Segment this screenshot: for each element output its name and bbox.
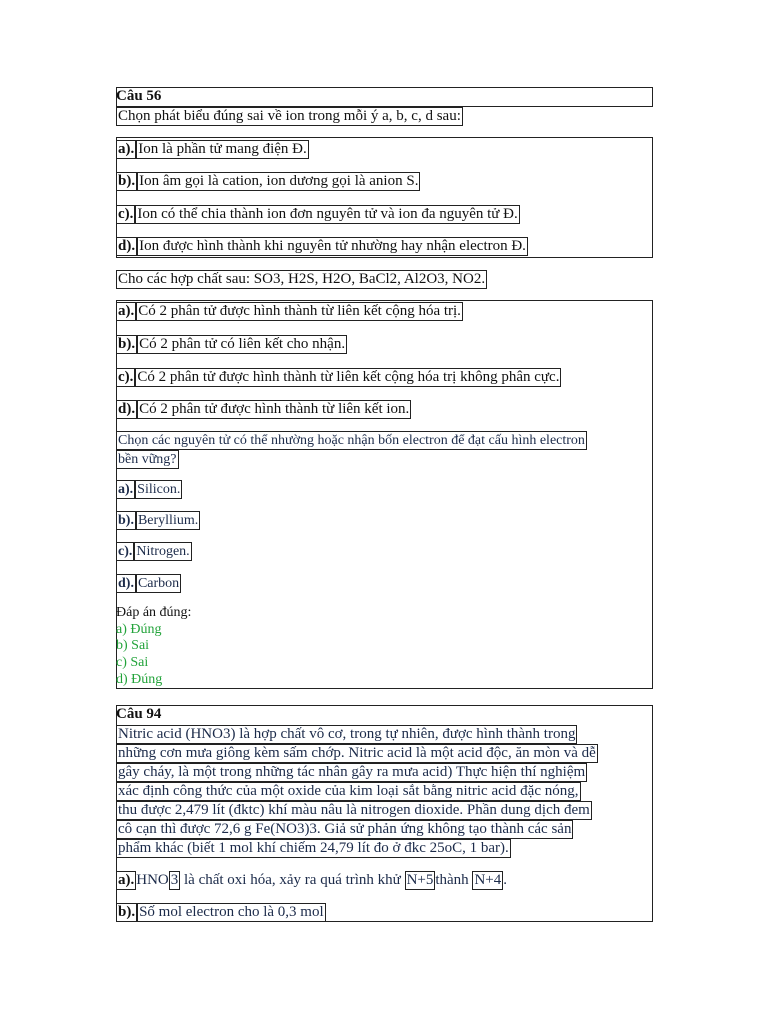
- option-text-b: Có 2 phân tử có liên kết cho nhận.: [139, 336, 346, 352]
- q56-title: Câu 56: [116, 88, 162, 104]
- q94-paragraph-line: [116, 782, 581, 801]
- option-text-b: Beryllium.: [137, 513, 199, 528]
- option-label-a: a).: [118, 141, 135, 157]
- q94-paragraph-line: [116, 839, 511, 858]
- paragraph-text: những cơn mưa giông kèm sấm chớp. Nitric acid là một acid độc, ăn mòn và dễ: [118, 745, 596, 761]
- atoms-prompt-line-2: [116, 450, 179, 469]
- answer-b: b) Sai: [116, 638, 150, 653]
- option-label-a: a).: [118, 872, 135, 888]
- atoms-option-c[interactable]: [116, 542, 192, 561]
- q94-paragraph-line: [116, 744, 598, 763]
- atoms-option-b[interactable]: [116, 511, 200, 530]
- option-label-c: c).: [118, 206, 134, 222]
- option-text-subscript: 3: [170, 872, 179, 888]
- option-text-a: Silicon.: [137, 482, 181, 497]
- option-label-b: b).: [118, 336, 136, 352]
- option-text-b: Ion âm gọi là cation, ion dương gọi là anion S.: [139, 173, 419, 189]
- oxidation-state-n5: N+5: [406, 872, 434, 888]
- paragraph-text: phẩm khác (biết 1 mol khí chiếm 24,79 lít đo ở đkc 25oC, 1 bar).: [118, 840, 509, 856]
- q94-paragraph-line: [116, 801, 592, 820]
- q56-option-d[interactable]: [116, 237, 528, 256]
- option-label-a: a).: [118, 303, 135, 319]
- option-text-d: Carbon: [137, 576, 180, 591]
- option-label-d: d).: [118, 238, 136, 254]
- atoms-option-d[interactable]: [116, 574, 181, 593]
- q56-title-frame: [116, 87, 653, 107]
- q94-option-a[interactable]: [116, 871, 507, 890]
- q56-option-a[interactable]: [116, 140, 309, 159]
- compounds-option-b[interactable]: [116, 335, 347, 354]
- option-text-d: Có 2 phân tử được hình thành từ liên kết ion.: [139, 401, 410, 417]
- option-label-d: d).: [118, 576, 134, 591]
- compounds-block-frame: [116, 300, 653, 689]
- answer-a: a) Đúng: [116, 622, 162, 637]
- option-text-d: Ion được hình thành khi nguyên tử nhường hay nhận electron Đ.: [139, 238, 526, 254]
- compounds-prompt-line: [116, 270, 487, 289]
- paragraph-text: Nitric acid (HNO3) là hợp chất vô cơ, trong tự nhiên, được hình thành trong: [118, 726, 576, 742]
- option-text-c: Có 2 phân tử được hình thành từ liên kết cộng hóa trị không phân cực.: [137, 369, 560, 385]
- paragraph-text: thu được 2,479 lít (đktc) khí màu nâu là nitrogen dioxide. Phần dung dịch đem: [118, 802, 590, 818]
- q94-option-b[interactable]: [116, 903, 326, 922]
- option-label-c: c).: [118, 544, 133, 559]
- atoms-prompt-2: bền vững?: [118, 452, 177, 467]
- compounds-prompt: Cho các hợp chất sau: SO3, H2S, H2O, BaCl2, Al2O3, NO2.: [118, 271, 486, 287]
- option-text-c: Nitrogen.: [136, 544, 190, 559]
- option-label-b: b).: [118, 173, 136, 189]
- option-label-b: b).: [118, 904, 136, 920]
- answer-d: d) Đúng: [116, 672, 163, 687]
- option-text-part: thành: [435, 872, 473, 888]
- option-label-d: d).: [118, 401, 136, 417]
- paragraph-text: xác định công thức của một oxide của kim loại sắt bằng nitric acid đặc nóng,: [118, 783, 579, 799]
- option-text-c: Ion có thể chia thành ion đơn nguyên tử và ion đa nguyên tử Đ.: [137, 206, 518, 222]
- q56-option-c[interactable]: [116, 205, 520, 224]
- answer-c: c) Sai: [116, 655, 149, 670]
- atoms-prompt-1: Chọn các nguyên tử có thể nhường hoặc nhận bốn electron để đạt cấu hình electron: [118, 433, 585, 448]
- compounds-option-d[interactable]: [116, 400, 411, 419]
- q56-prompt: Chọn phát biểu đúng sai về ion trong mỗi ý a, b, c, d sau:: [118, 108, 461, 124]
- option-label-c: c).: [118, 369, 134, 385]
- q94-paragraph-line: [116, 763, 587, 782]
- paragraph-text: gây cháy, là một trong những tác nhân gây ra mưa acid) Thực hiện thí nghiệm: [118, 764, 586, 780]
- compounds-option-c[interactable]: [116, 368, 561, 387]
- option-label-b: b).: [118, 513, 134, 528]
- oxidation-state-n4: N+4: [474, 872, 502, 888]
- compounds-option-a[interactable]: [116, 302, 463, 321]
- option-label-a: a).: [118, 482, 134, 497]
- option-text-a: Ion là phần tử mang điện Đ.: [138, 141, 307, 157]
- atoms-option-a[interactable]: [116, 480, 182, 499]
- option-text-part: HNO: [136, 872, 169, 888]
- option-text-part: .: [503, 872, 507, 888]
- paragraph-text: cô cạn thì được 72,6 g Fe(NO3)3. Giả sử phản ứng không tạo thành các sản: [118, 821, 572, 837]
- option-text-a: Có 2 phân tử được hình thành từ liên kết cộng hóa trị.: [138, 303, 461, 319]
- atoms-prompt-line-1: [116, 431, 587, 450]
- q94-paragraph-line: [116, 820, 573, 839]
- q94-paragraph-line: [116, 725, 577, 744]
- q56-prompt-line: [116, 107, 463, 126]
- option-text-part: là chất oxi hóa, xảy ra quá trình khử: [180, 872, 405, 888]
- answer-heading: Đáp án đúng:: [116, 605, 192, 620]
- q94-title: Câu 94: [116, 706, 162, 722]
- q56-option-b[interactable]: [116, 172, 420, 191]
- option-text-b: Số mol electron cho là 0,3 mol: [139, 904, 324, 920]
